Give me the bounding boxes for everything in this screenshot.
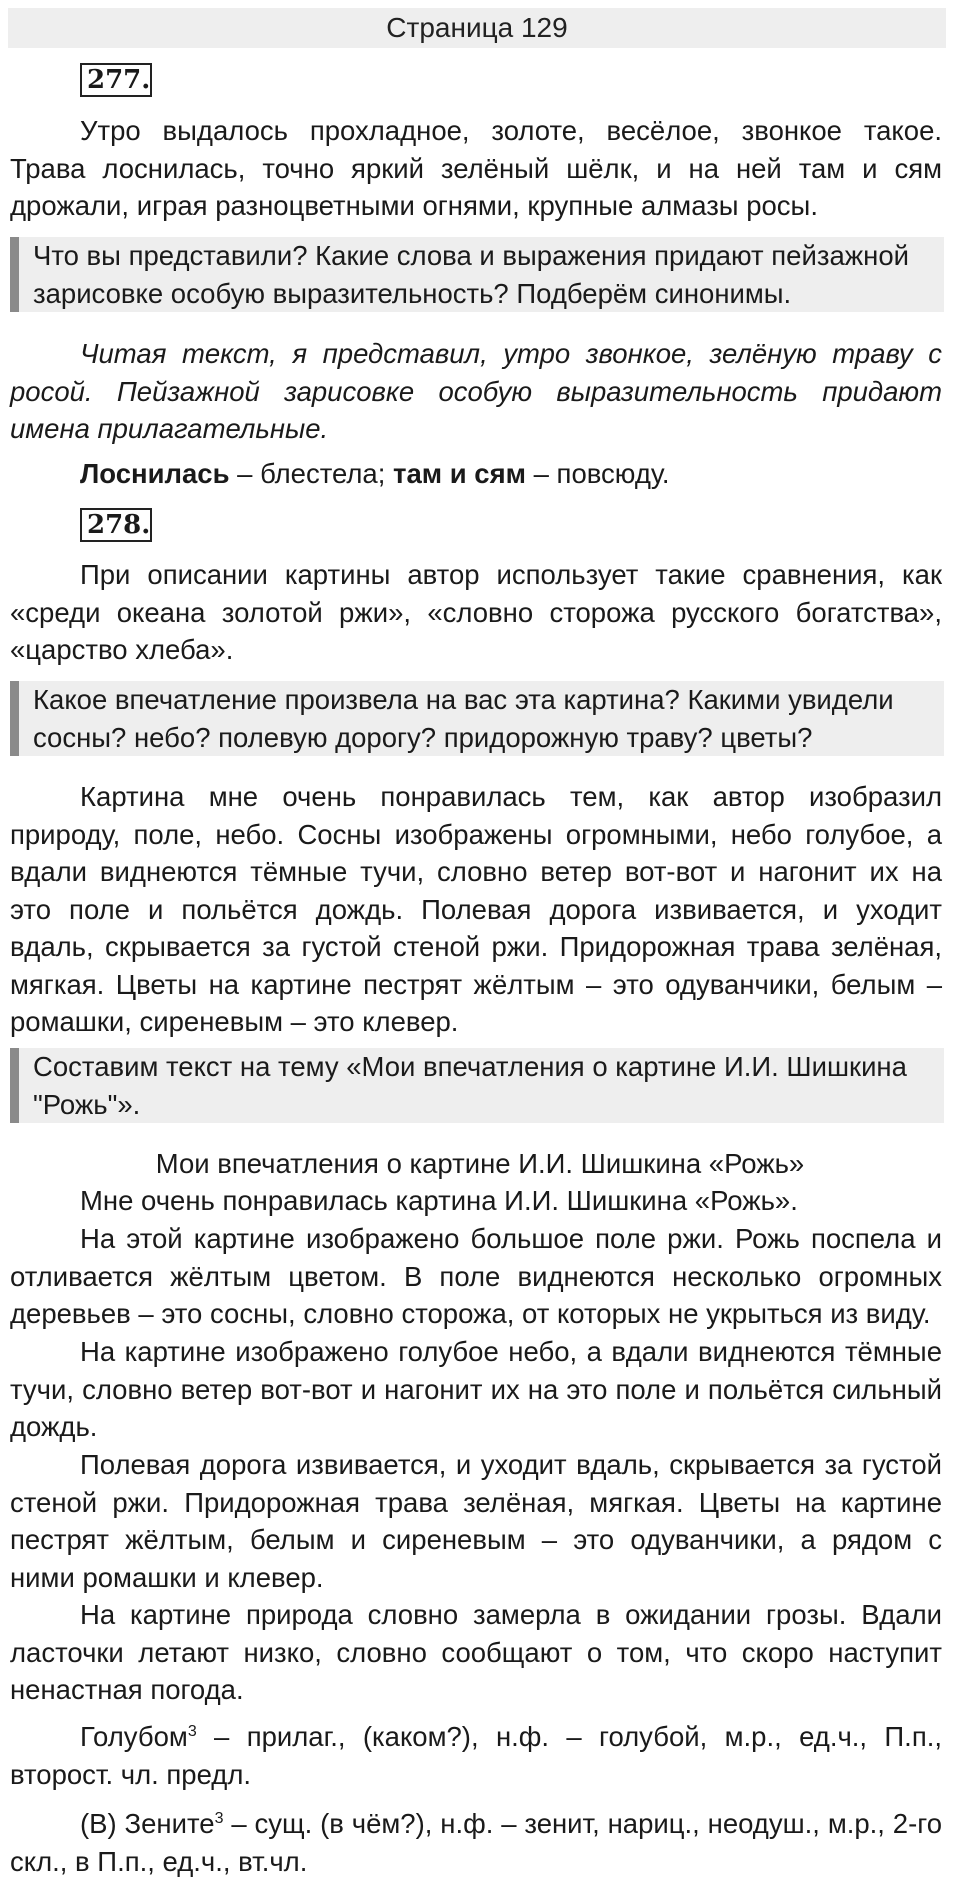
answer-line: вдаль, скрывается за густой стеной ржи. Придорожная трава зелёная, bbox=[10, 931, 942, 962]
essay-line: тучи, словно ветер вот-вот и нагонит их на это поле и польётся сильный bbox=[10, 1373, 942, 1405]
parse-line bbox=[10, 1805, 942, 1843]
text-line: дрожали, играя разноцветными огнями, крупные алмазы росы. bbox=[10, 190, 818, 221]
essay-line: ненастная погода. bbox=[10, 1674, 244, 1705]
ex277-answer bbox=[10, 335, 942, 448]
text-line: «царство хлеба». bbox=[10, 634, 234, 665]
essay-line: На картине изображено голубое небо, а вдали виднеются тёмные bbox=[80, 1336, 942, 1367]
answer-line: природу, поле, небо. Сосны изображены огромными, небо голубое, а bbox=[10, 818, 942, 850]
essay-title: Мои впечатления о картине И.И. Шишкина «Рожь» bbox=[155, 1148, 805, 1179]
parse-details: – сущ. (в чём?), н.ф. – зенит, нариц., неодуш., м.р., 2-го bbox=[223, 1808, 942, 1839]
parse-line: скл., в П.п., ед.ч., вт.чл. bbox=[10, 1845, 308, 1877]
question-line: Составим текст на тему «Мои впечатления о картине И.И. Шишкина bbox=[33, 1051, 907, 1082]
answer-line: имена прилагательные. bbox=[10, 413, 329, 444]
question-line: Какое впечатление произвела на вас эта картина? Какими увидели bbox=[33, 684, 894, 715]
text-line: Трава лоснилась, точно яркий зелёный шёлк, и на ней там и сям bbox=[10, 152, 942, 184]
parse-word: (В) Зените bbox=[80, 1808, 215, 1839]
answer-line: вдали виднеются тёмные тучи, словно ветер вот-вот и нагонит их на bbox=[10, 856, 942, 887]
answer-line: Читая текст, я представил, утро звонкое, зелёную траву с bbox=[80, 338, 942, 369]
essay-line: ними ромашки и клевер. bbox=[10, 1561, 324, 1593]
essay-line: отливается жёлтым цветом. В поле виднеются несколько огромных bbox=[10, 1260, 942, 1292]
synonym-definition: – блестела; bbox=[229, 458, 393, 489]
parse-superscript: 3 bbox=[214, 1809, 224, 1827]
essay-line: Мне очень понравилась картина И.И. Шишкина «Рожь». bbox=[80, 1185, 798, 1216]
parse-details: – прилаг., (каком?), н.ф. – голубой, м.р., ед.ч., П.п., bbox=[196, 1721, 942, 1752]
answer-line: Картина мне очень понравилась тем, как автор изобразил bbox=[80, 781, 942, 812]
parse-line bbox=[10, 1718, 942, 1756]
question-line: сосны? небо? полевую дорогу? придорожную траву? цветы? bbox=[33, 721, 813, 753]
text-line: Утро выдалось прохладное, золоте, весёлое, звонкое такое. bbox=[80, 115, 942, 146]
word-parse-1 bbox=[10, 1718, 942, 1793]
ex277-text bbox=[10, 112, 942, 225]
essay-line: На картине природа словно замерла в ожидании грозы. Вдали bbox=[80, 1599, 942, 1630]
essay-line: пестрят жёлтым, белым и сиреневым – это одуванчики, а рядом с bbox=[10, 1524, 942, 1555]
essay-line: На этой картине изображено большое поле ржи. Рожь поспела и bbox=[80, 1223, 942, 1254]
essay-paragraph-2 bbox=[10, 1220, 942, 1333]
answer-line: росой. Пейзажной зарисовке особую выразительность придают bbox=[10, 375, 942, 407]
exercise-number-278: 278. bbox=[80, 508, 152, 542]
synonym-definition: – повсюду. bbox=[525, 458, 670, 489]
parse-word: Голубом bbox=[80, 1721, 188, 1752]
synonym-word: там и сям bbox=[393, 458, 526, 489]
exercise-number-277: 277. bbox=[80, 63, 152, 97]
synonym-word: Лоснилась bbox=[80, 458, 230, 489]
page-title: Страница 129 bbox=[8, 8, 946, 48]
essay-line: дождь. bbox=[10, 1411, 98, 1442]
answer-line: это поле и польётся дождь. Полевая дорога извивается, и уходит bbox=[10, 893, 942, 925]
essay-paragraph-3 bbox=[10, 1333, 942, 1446]
essay-line: Полевая дорога извивается, и уходит вдаль, скрывается за густой bbox=[80, 1449, 942, 1480]
parse-superscript: 3 bbox=[187, 1722, 197, 1740]
essay-paragraph-5 bbox=[10, 1596, 942, 1709]
essay-paragraph-1 bbox=[10, 1182, 942, 1220]
ex278-question-box-2 bbox=[10, 1048, 944, 1123]
answer-line: мягкая. Цветы на картине пестрят жёлтым – это одуванчики, белым – bbox=[10, 968, 942, 1000]
ex278-question-box-1 bbox=[10, 681, 944, 756]
text-line: «среди океана золотой ржи», «словно сторожа русского богатства», bbox=[10, 596, 942, 628]
question-line: "Рожь"». bbox=[33, 1088, 141, 1120]
ex278-text bbox=[10, 556, 942, 669]
word-parse-2 bbox=[10, 1805, 942, 1880]
ex278-answer bbox=[10, 778, 942, 1041]
essay-paragraph-4 bbox=[10, 1446, 942, 1596]
parse-line: второст. чл. предл. bbox=[10, 1758, 252, 1790]
question-line: Что вы представили? Какие слова и выражения придают пейзажной bbox=[33, 240, 909, 271]
essay-line: деревьев – это сосны, словно сторожа, от которых не укрыться из виду. bbox=[10, 1298, 931, 1329]
question-line: зарисовке особую выразительность? Подберём синонимы. bbox=[33, 277, 792, 309]
text-line: При описании картины автор использует такие сравнения, как bbox=[80, 559, 942, 590]
essay-line: ласточки летают низко, словно сообщают о том, что скоро наступит bbox=[10, 1636, 942, 1668]
ex277-synonyms bbox=[80, 455, 940, 493]
answer-line: ромашки, сиреневым – это клевер. bbox=[10, 1006, 459, 1037]
ex277-question-box bbox=[10, 237, 944, 312]
essay-line: стеной ржи. Придорожная трава зелёная, мягкая. Цветы на картине bbox=[10, 1486, 942, 1518]
